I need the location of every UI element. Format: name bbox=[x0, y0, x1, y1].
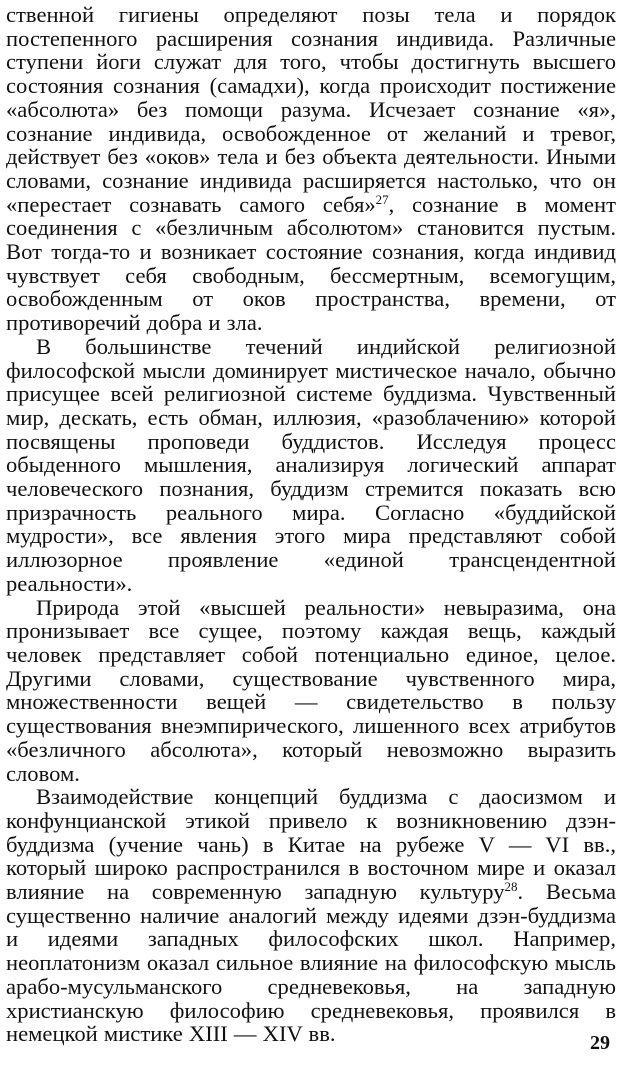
footnote-ref-28: 28 bbox=[504, 879, 518, 895]
paragraph-1-text-after: , сознание в момент соединения с «безличным абсолютом» становится пустым. Вот тогда-то и возникает состояние сознания, когда индивид чувствует себя свободным, бессмертным, всемогущим, освобожденным от оков пространства, времени, от противоречий добра и зла. bbox=[6, 191, 616, 336]
paragraph-4-text: Взаимодействие концепций буддизма с даосизмом и конфунцианской этикой привело к возникновению дзэн-буддизма (учение чань) в Китае на рубеже V — VI вв., который широко распространился в восточном мире и оказал влияние на современную западную культуру bbox=[6, 784, 616, 905]
paragraph-higher-reality bbox=[6, 596, 616, 786]
page-number: 29 bbox=[590, 1032, 610, 1054]
paragraph-1-text: ственной гигиены определяют позы тела и порядок постепенного расширения сознания индивида. Различные ступени йоги служат для того, чтобы достигнуть высшего состояния сознания (самадхи), когда происходит постижение «абсолюта» без помощи разума. Исчезает сознание «я», сознание индивида, освобожденное от желаний и тревог, действует без «оков» тела и без объекта деятельности. Иными словами, сознание индивида расширяется настолько, что он «перестает сознавать самого себя» bbox=[6, 2, 616, 217]
paragraph-zen-buddhism bbox=[6, 785, 616, 1046]
paragraph-2-text: В большинстве течений индийской религиозной философской мысли доминирует мистическое начало, обычно присущее всей религиозной системе буддизма. Чувственный мир, дескать, есть обман, иллюзия, «разоблачению» которой посвящены проповеди буддистов. Исследуя процесс обыденного мышления, анализируя логический аппарат человеческого познания, буддизм стремится показать всю призрачность реального мира. Согласно «буддийской мудрости», все явления этого мира представляют собой иллюзорное проявление «единой трансцендентной реальности». bbox=[6, 333, 616, 596]
paragraph-4-text-after: . Весьма существенно наличие аналогий между идеями дзэн-буддизма и идеями западных философских школ. Например, неоплатонизм оказал сильное влияние на философскую мысль арабо-мусульманского средневековья, на западную христианскую философию средневековья, проявился в немецкой мистике XIII — XIV вв. bbox=[6, 879, 616, 1047]
paragraph-buddhism bbox=[6, 335, 616, 596]
paragraph-3-text: Природа этой «высшей реальности» невыразима, она пронизывает все сущее, поэтому каждая вещь, каждый человек представляет собой потенциально единое, целое. Другими словами, существование чувственного мира, множественности вещей — свидетельство в пользу существования внеэмпирического, лишенного всех атрибутов «безличного абсолюта», который невозможно выразить словом. bbox=[6, 594, 616, 786]
paragraph-continued bbox=[6, 3, 616, 335]
footnote-ref-27: 27 bbox=[375, 191, 389, 207]
